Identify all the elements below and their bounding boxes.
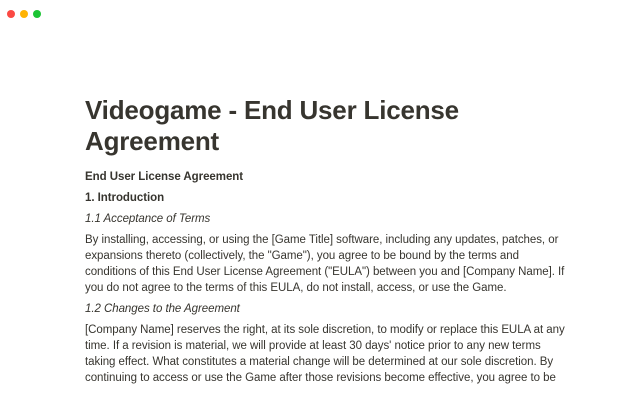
paragraph-changes-to-agreement: [Company Name] reserves the right, at its sole discretion, to modify or replace this EULA at any time. If a revision is material, we will provide at least 30 days' notice prior to any new terms taking effect. What constitutes a material change will be determined at our sole discretion. By continuing to access or use the Game after those revisions become effective, you agree to be xyxy=(85,324,565,384)
window-titlebar xyxy=(0,0,640,28)
subsection-heading-changes-to-agreement: 1.2 Changes to the Agreement xyxy=(85,303,240,315)
traffic-lights xyxy=(7,10,41,18)
zoom-button[interactable] xyxy=(33,10,41,18)
document-body xyxy=(85,95,565,386)
document-heading: End User License Agreement xyxy=(85,171,244,183)
close-button[interactable] xyxy=(7,10,15,18)
paragraph-acceptance-of-terms: By installing, accessing, or using the [Game Title] software, including any updates, patches, or expansions thereto (collectively, the "Game"), you agree to be bound by the terms and conditions of this End User License Agreement ("EULA") between you and [Company Name]. If you do not agree to the terms of this EULA, do not install, access, or use the Game. xyxy=(85,234,565,294)
page-title: Videogame - End User License Agreement xyxy=(85,95,459,156)
minimize-button[interactable] xyxy=(20,10,28,18)
section-heading-introduction: 1. Introduction xyxy=(85,192,165,204)
subsection-heading-acceptance-of-terms: 1.1 Acceptance of Terms xyxy=(85,213,211,225)
